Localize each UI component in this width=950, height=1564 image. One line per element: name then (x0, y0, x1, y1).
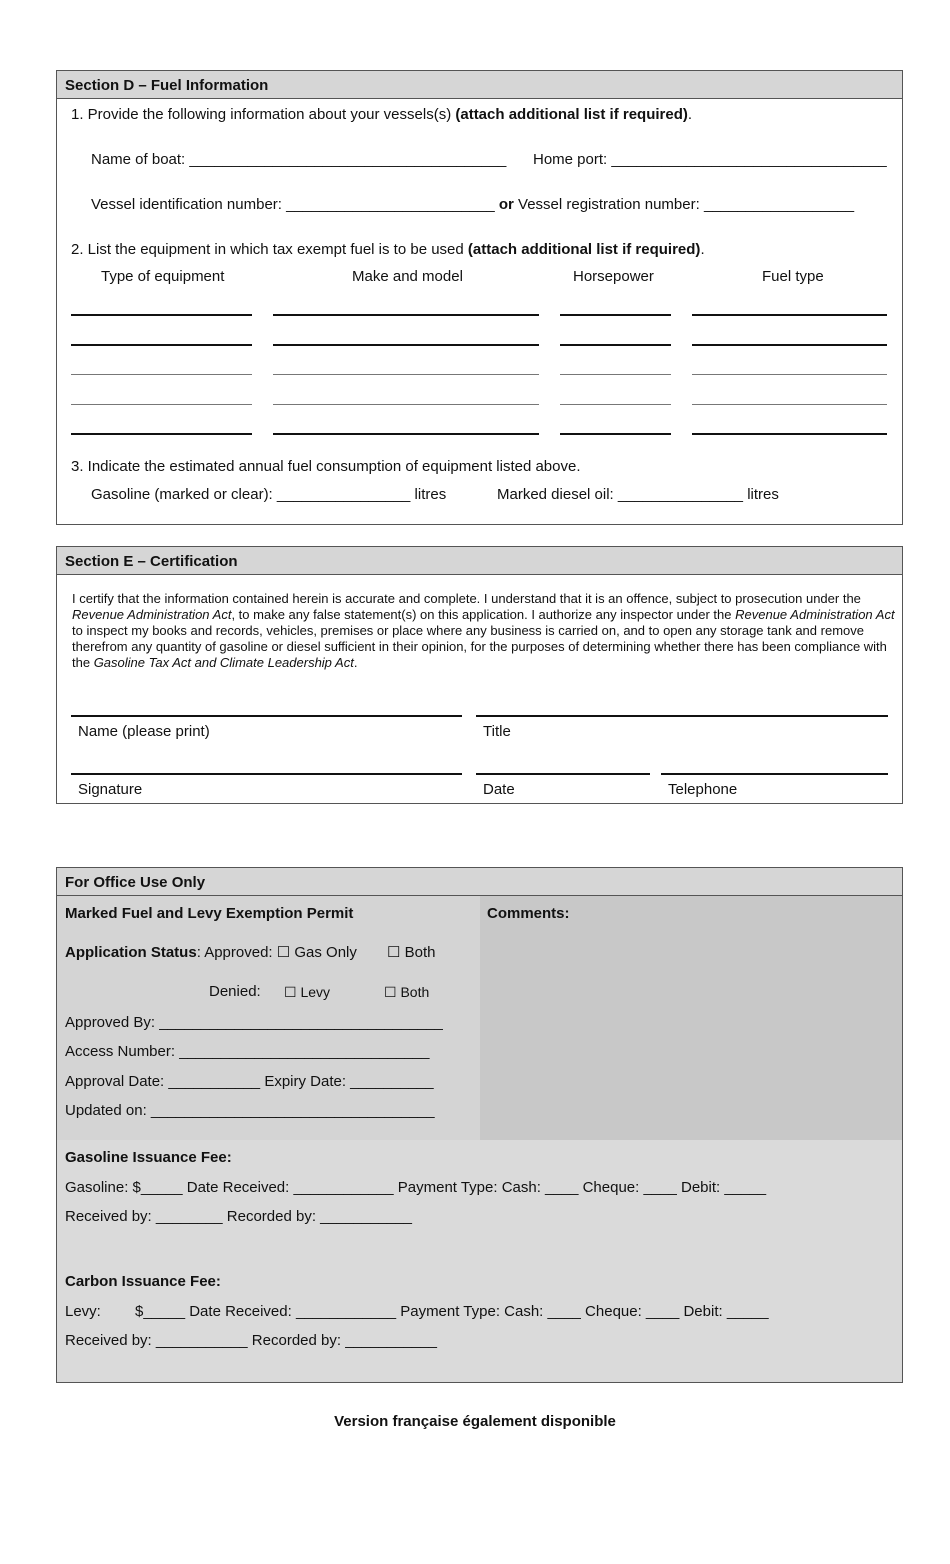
diesel-consumption-field[interactable]: Marked diesel oil: _______________ litres (497, 486, 779, 503)
name-label: Name (please print) (78, 723, 210, 740)
gasoline-fee-received[interactable]: Received by: ________ Recorded by: ___________ (65, 1208, 412, 1225)
carbon-fee-payment[interactable]: $_____ Date Received: ____________ Payment Type: Cash: ____ Cheque: ____ Debit: _____ (135, 1303, 769, 1320)
denied-levy-checkbox[interactable]: ☐ Levy (284, 984, 331, 1000)
approved-both-checkbox[interactable]: ☐ Both (387, 944, 436, 961)
col-type-of-equipment: Type of equipment (101, 268, 225, 285)
carbon-levy-label: Levy: (65, 1303, 101, 1320)
comments-panel[interactable] (480, 896, 902, 1141)
date-line[interactable] (476, 773, 650, 775)
section-d-title: Section D – Fuel Information (57, 71, 902, 99)
carbon-fee-received[interactable]: Received by: ___________ Recorded by: ___________ (65, 1332, 437, 1349)
gasoline-fee-title: Gasoline Issuance Fee: (65, 1149, 232, 1166)
carbon-fee-panel (57, 1264, 902, 1382)
denied-both-checkbox[interactable]: ☐ Both (384, 984, 430, 1000)
permit-title: Marked Fuel and Levy Exemption Permit (65, 905, 354, 922)
title-label: Title (483, 723, 511, 740)
approval-expiry-date-field[interactable]: Approval Date: ___________ Expiry Date: __________ (65, 1073, 434, 1090)
application-status: Application Status: Approved: ☐ Gas Only (65, 944, 357, 961)
col-make-and-model: Make and model (352, 268, 463, 285)
certification-text: I certify that the information contained herein is accurate and complete. I understand that it is an offence, subject to prosecution under the Revenue Administration Act, to make any false statement(s) on this application. I authorize any inspector under the Revenue Administration Act to inspect my books and records, vehicles, premises or place where any business is carried on, and to open any storage tank and remove therefrom any quantity of gasoline or diesel sufficient in their opinion, for the purposes of determining whether there has been compliance with the Gasoline Tax Act and Climate Leadership Act. (72, 591, 895, 670)
office-use-title: For Office Use Only (57, 868, 902, 896)
permit-panel (57, 896, 481, 1141)
approved-by-field[interactable]: Approved By: __________________________________ (65, 1014, 443, 1031)
section-e (56, 546, 903, 804)
col-horsepower: Horsepower (573, 268, 654, 285)
date-label: Date (483, 781, 515, 798)
signature-label: Signature (78, 781, 143, 798)
section-e-title: Section E – Certification (57, 547, 902, 575)
section-d (56, 70, 903, 525)
access-number-field[interactable]: Access Number: ______________________________ (65, 1043, 430, 1060)
q1-text: 1. Provide the following information about your vessels(s) (attach additional list if required). (71, 106, 693, 123)
french-version-note: Version française également disponible (334, 1413, 616, 1430)
signature-line[interactable] (71, 773, 462, 775)
home-port-field[interactable]: Home port: _________________________________ (533, 151, 887, 168)
name-line[interactable] (71, 715, 462, 717)
updated-on-field[interactable]: Updated on: __________________________________ (65, 1102, 435, 1119)
boat-name-field[interactable]: Name of boat: ______________________________________ (91, 151, 507, 168)
carbon-fee-title: Carbon Issuance Fee: (65, 1273, 221, 1290)
office-use-section (56, 867, 903, 1383)
q3-text: 3. Indicate the estimated annual fuel consumption of equipment listed above. (71, 458, 581, 475)
gasoline-consumption-field[interactable]: Gasoline (marked or clear): ________________ litres (91, 486, 447, 503)
telephone-line[interactable] (661, 773, 888, 775)
col-fuel-type: Fuel type (762, 268, 824, 285)
title-line[interactable] (476, 715, 888, 717)
gasoline-fee-panel (57, 1140, 902, 1265)
approved-gas-only-checkbox[interactable]: : Approved: ☐ Gas Only (196, 944, 357, 961)
denied-label: Denied: (209, 983, 261, 1000)
vessel-id-field[interactable]: Vessel identification number: _________________________ or Vessel registration number: __________________ (91, 196, 855, 213)
q2-text: 2. List the equipment in which tax exempt fuel is to be used (attach additional list if required). (71, 241, 705, 258)
comments-label: Comments: (487, 905, 570, 922)
gasoline-fee-payment[interactable]: Gasoline: $_____ Date Received: ____________ Payment Type: Cash: ____ Cheque: ____ Debit: _____ (65, 1179, 767, 1196)
telephone-label: Telephone (668, 781, 738, 798)
